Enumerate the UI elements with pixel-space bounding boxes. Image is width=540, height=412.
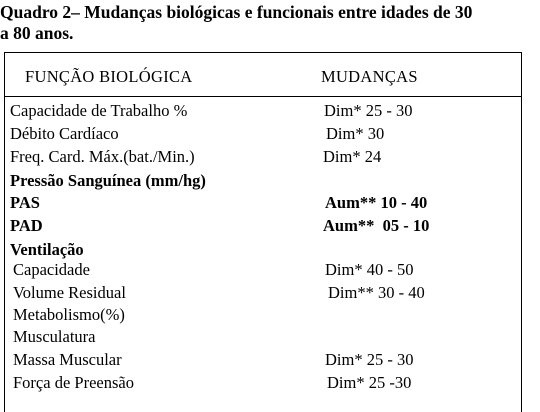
column-header-changes: MUDANÇAS xyxy=(321,67,418,86)
row-function-cell: PAD xyxy=(10,216,43,235)
row-function-cell: Musculatura xyxy=(13,327,96,346)
row-change-cell: Dim* 25 -30 xyxy=(327,373,412,392)
row-change-cell: Dim* 25 - 30 xyxy=(325,350,414,369)
row-change-cell: Dim* 24 xyxy=(323,147,382,166)
row-change-cell: Dim* 40 - 50 xyxy=(325,260,414,279)
row-function-cell: Pressão Sanguínea (mm/hg) xyxy=(10,171,206,190)
table-caption-line-1: Quadro 2– Mudanças biológicas e funcionais entre idades de 30 xyxy=(0,2,473,22)
row-change-cell: Dim* 25 - 30 xyxy=(324,101,413,120)
column-header-function: FUNÇÃO BIOLÓGICA xyxy=(25,67,193,86)
row-function-cell: Capacidade de Trabalho % xyxy=(10,101,188,120)
row-function-cell: Débito Cardíaco xyxy=(10,124,119,143)
header-divider xyxy=(4,96,522,97)
row-change-cell: Dim* 30 xyxy=(326,124,385,143)
row-function-cell: Capacidade xyxy=(13,260,90,279)
row-change-cell: Aum** 05 - 10 xyxy=(323,216,430,235)
row-function-cell: Ventilação xyxy=(10,240,84,259)
row-function-cell: Força de Preensão xyxy=(13,373,134,392)
row-function-cell: Massa Muscular xyxy=(13,350,122,369)
row-change-cell: Aum** 10 - 40 xyxy=(325,193,428,212)
row-change-cell: Dim** 30 - 40 xyxy=(328,283,425,302)
row-function-cell: Volume Residual xyxy=(13,283,126,302)
table-caption-line-2: a 80 anos. xyxy=(0,23,74,43)
row-function-cell: Metabolismo(%) xyxy=(13,305,125,324)
row-function-cell: Freq. Card. Máx.(bat./Min.) xyxy=(10,147,195,166)
row-function-cell: PAS xyxy=(10,193,40,212)
